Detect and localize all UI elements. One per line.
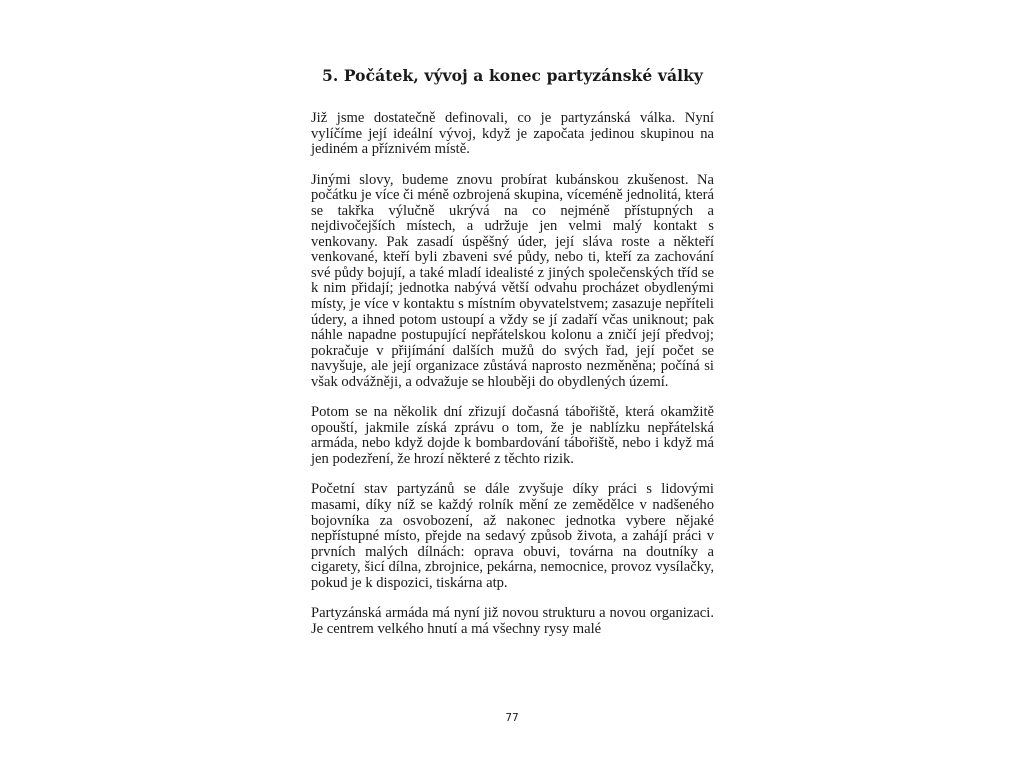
paragraph-4: Početní stav partyzánů se dále zvyšuje díky práci s lidovými masami, díky níž se každý rolník mění ze zemědělce v nadšeného bojovníka za osvobození, až nakonec jednotka vybere nějaké nepřístupné místo, přejde na sedavý způsob života, a zahájí práci v prvních malých dílnách: oprava obuvi, továrna na doutníky a cigarety, šicí dílna, zbrojnice, pekárna, nemocnice, provoz vysílačky, pokud je k dispozici, tiskárna atp.	[311, 481, 714, 591]
paragraph-1: Již jsme dostatečně definovali, co je partyzánská válka. Nyní vylíčíme její ideální vývoj, když je započata jedinou skupinou na jediném a příznivém místě.	[311, 110, 714, 158]
paragraph-3: Potom se na několik dní zřizují dočasná tábořiště, která okamžitě opouští, jakmile získá zprávu o tom, že je nablízku nepřátelská armáda, nebo když dojde k bombardování tábořiště, nebo i když má jen podezření, že hrozí některé z těchto rizik.	[311, 404, 714, 467]
paragraph-5: Partyzánská armáda má nyní již novou strukturu a novou organizaci. Je centrem velkého hnutí a má všechny rysy malé	[311, 605, 714, 637]
page-number: 77	[505, 712, 519, 724]
page-content	[311, 66, 714, 652]
chapter-title: 5. Počátek, vývoj a konec partyzánské války	[321, 66, 704, 85]
paragraph-2: Jinými slovy, budeme znovu probírat kubánskou zkušenost. Na počátku je více či méně ozbrojená skupina, víceméně jednolitá, která se takřka výlučně ukrývá na co nejméně přístupných a nejdivočejších místech, a udržuje jen velmi malý kontakt s venkovany. Pak zasadí úspěšný úder, její sláva roste a někteří venkované, kteří byli zbaveni své půdy, nebo ti, kteří za zachování své půdy bojují, a také mladí idealisté z jiných společenských tříd se k nim přidají; jednotka nabývá větší odvahu procházet obydlenými místy, je více v kontaktu s místním obyvatelstvem; zasazuje nepříteli údery, a ihned potom ustoupí a vždy se jí zadaří včas uniknout; pak náhle napadne postupující nepřátelskou kolonu a zničí její předvoj; pokračuje v přijímání dalších mužů do svých řad, její počet se navyšuje, ale její organizace zůstává naprosto nezměněna; počíná si však odvážněji, a odvažuje se hlouběji do obydlených území.	[311, 171, 714, 390]
